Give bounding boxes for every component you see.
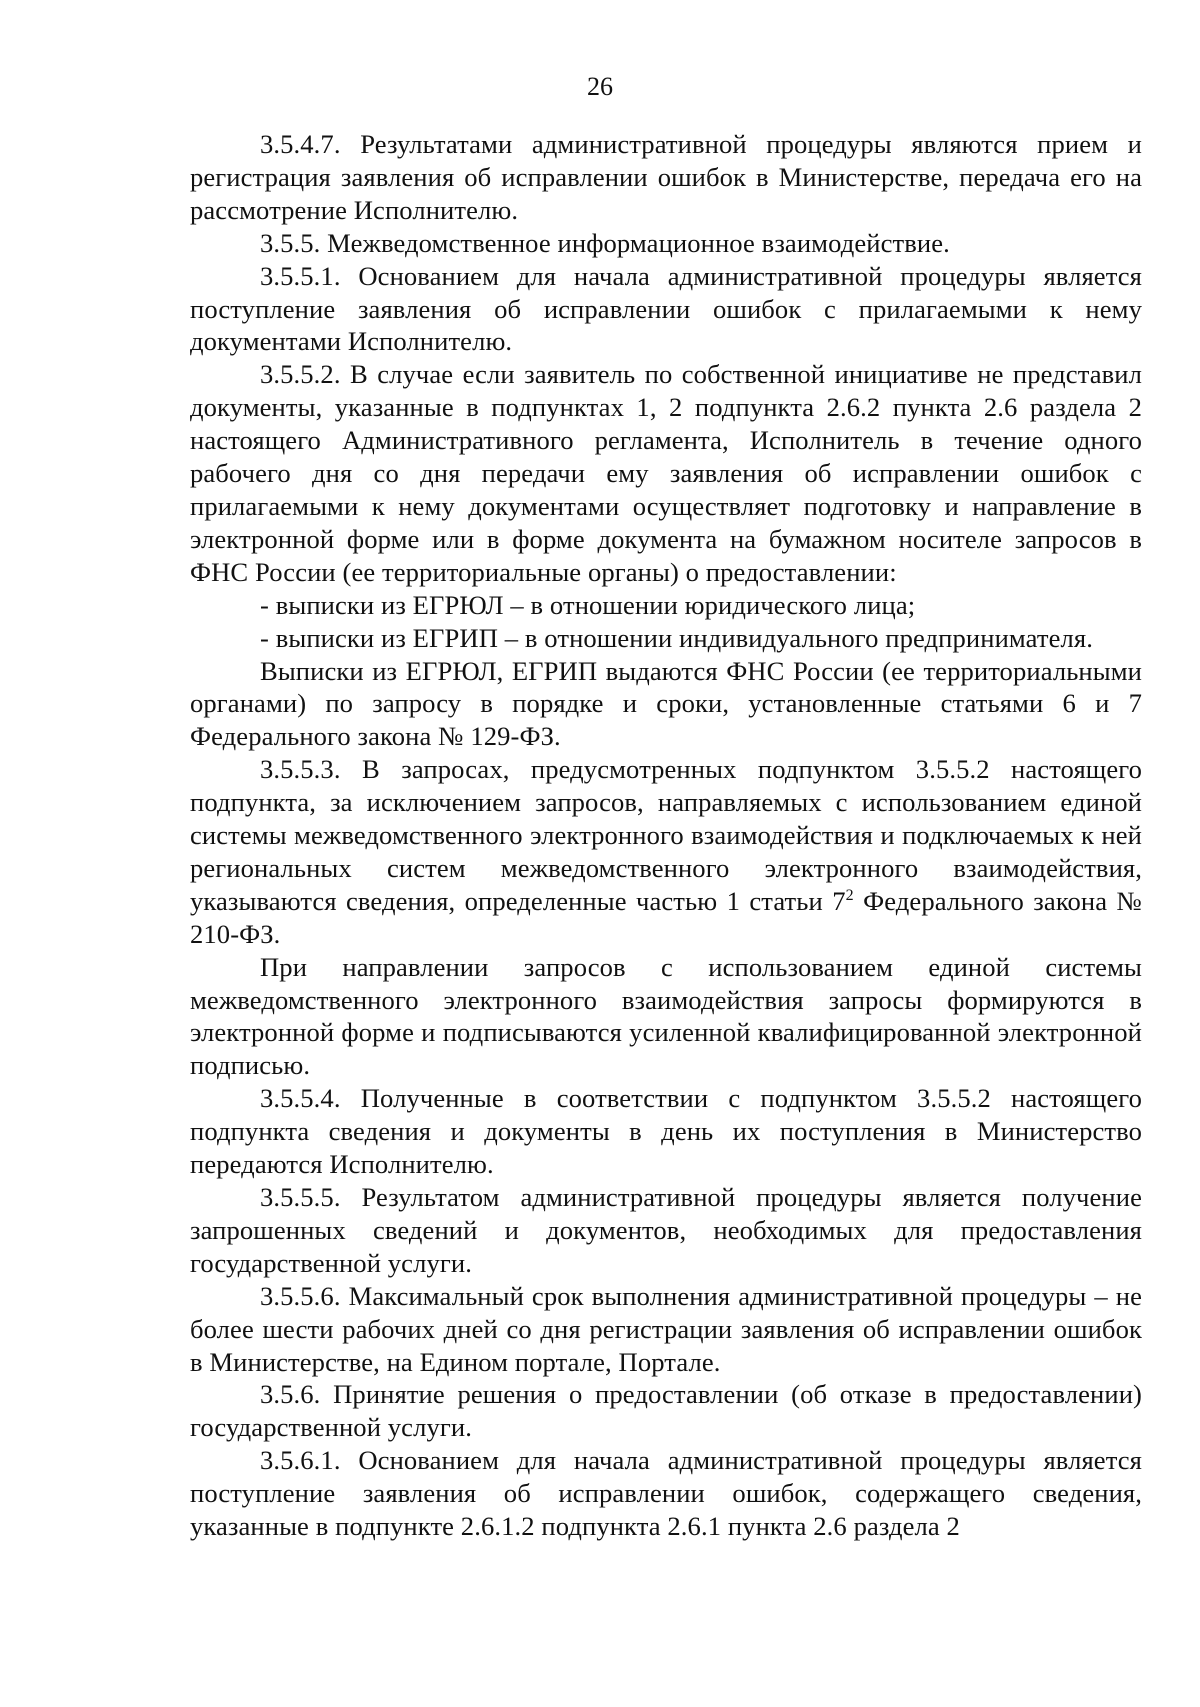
paragraph-3-5-5-6: 3.5.5.6. Максимальный срок выполнения административной процедуры – не более шести рабочих дней со дня регистрации заявления об исправлении ошибок в Министерстве, на Едином портале, Портале.: [190, 1280, 1142, 1377]
list-item-egrul: - выписки из ЕГРЮЛ – в отношении юридического лица;: [260, 589, 916, 620]
paragraph-3-5-5: 3.5.5. Межведомственное информационное взаимодействие.: [260, 227, 950, 258]
paragraph-3-5-6-1: 3.5.6.1. Основанием для начала административной процедуры является поступление заявления об исправлении ошибок, содержащего сведения, указанные в подпункте 2.6.1.2 подпункта 2.6.1 пункта 2.6 раздела 2: [190, 1445, 1142, 1542]
page-number: 26: [587, 72, 613, 101]
paragraph-3-5-4-7: 3.5.4.7. Результатами административной процедуры являются прием и регистрация заявления об исправлении ошибок в Министерстве, передача его на рассмотрение Исполнителю.: [190, 129, 1142, 225]
paragraph-3-5-5-1: 3.5.5.1. Основанием для начала административной процедуры является поступление заявления об исправлении ошибок с прилагаемыми к нему документами Исполнителю.: [190, 260, 1142, 357]
paragraph-3-5-5-2: 3.5.5.2. В случае если заявитель по собственной инициативе не представил документы, указанные в подпунктах 1, 2 подпункта 2.6.2 пункта 2.6 раздела 2 настоящего Административного регламента, Исполнитель в течение одного рабочего дня со дня передачи ему заявления об исправлении ошибок с прилагаемыми к нему документами осуществляет подготовку и направление в электронной форме или в форме документа на бумажном носителе запросов в ФНС России (ее территориальные органы) о предоставлении:: [190, 359, 1142, 587]
paragraph-3-5-6: 3.5.6. Принятие решения о предоставлении (об отказе в предоставлении) государственной услуги.: [190, 1379, 1142, 1443]
superscript: 2: [845, 886, 854, 904]
paragraph-3-5-5-4: 3.5.5.4. Полученные в соответствии с подпунктом 3.5.5.2 настоящего подпункта сведения и документы в день их поступления в Министерство передаются Исполнителю.: [190, 1083, 1142, 1180]
list-item-egrip: - выписки из ЕГРИП – в отношении индивидуального предпринимателя.: [260, 622, 1093, 653]
paragraph-3-5-5-3-tail: Федерального закона № 210-ФЗ.: [190, 885, 1142, 949]
document-body: [190, 128, 1142, 1543]
paragraph-3-5-5-3-text: 3.5.5.3. В запросах, предусмотренных подпунктом 3.5.5.2 настоящего подпункта, за исключением запросов, направляемых с использованием единой системы межведомственного электронного взаимодействия и подключаемых к ней региональных систем межведомственного электронного взаимодействия, указываются сведения, определенные частью 1 статьи 7: [190, 754, 1142, 916]
paragraph-3-5-5-5: 3.5.5.5. Результатом административной процедуры является получение запрошенных сведений и документов, необходимых для предоставления государственной услуги.: [190, 1182, 1142, 1278]
paragraph-3-5-5-3: [190, 753, 1142, 950]
paragraph-extracts: Выписки из ЕГРЮЛ, ЕГРИП выдаются ФНС России (ее территориальными органами) по запросу в порядке и сроки, установленные статьями 6 и 7 Федерального закона № 129-ФЗ.: [190, 655, 1142, 752]
paragraph-smev-requests: При направлении запросов с использованием единой системы межведомственного электронного взаимодействия запросы формируются в электронной форме и подписываются усиленной квалифицированной электронной подписью.: [190, 951, 1142, 1081]
